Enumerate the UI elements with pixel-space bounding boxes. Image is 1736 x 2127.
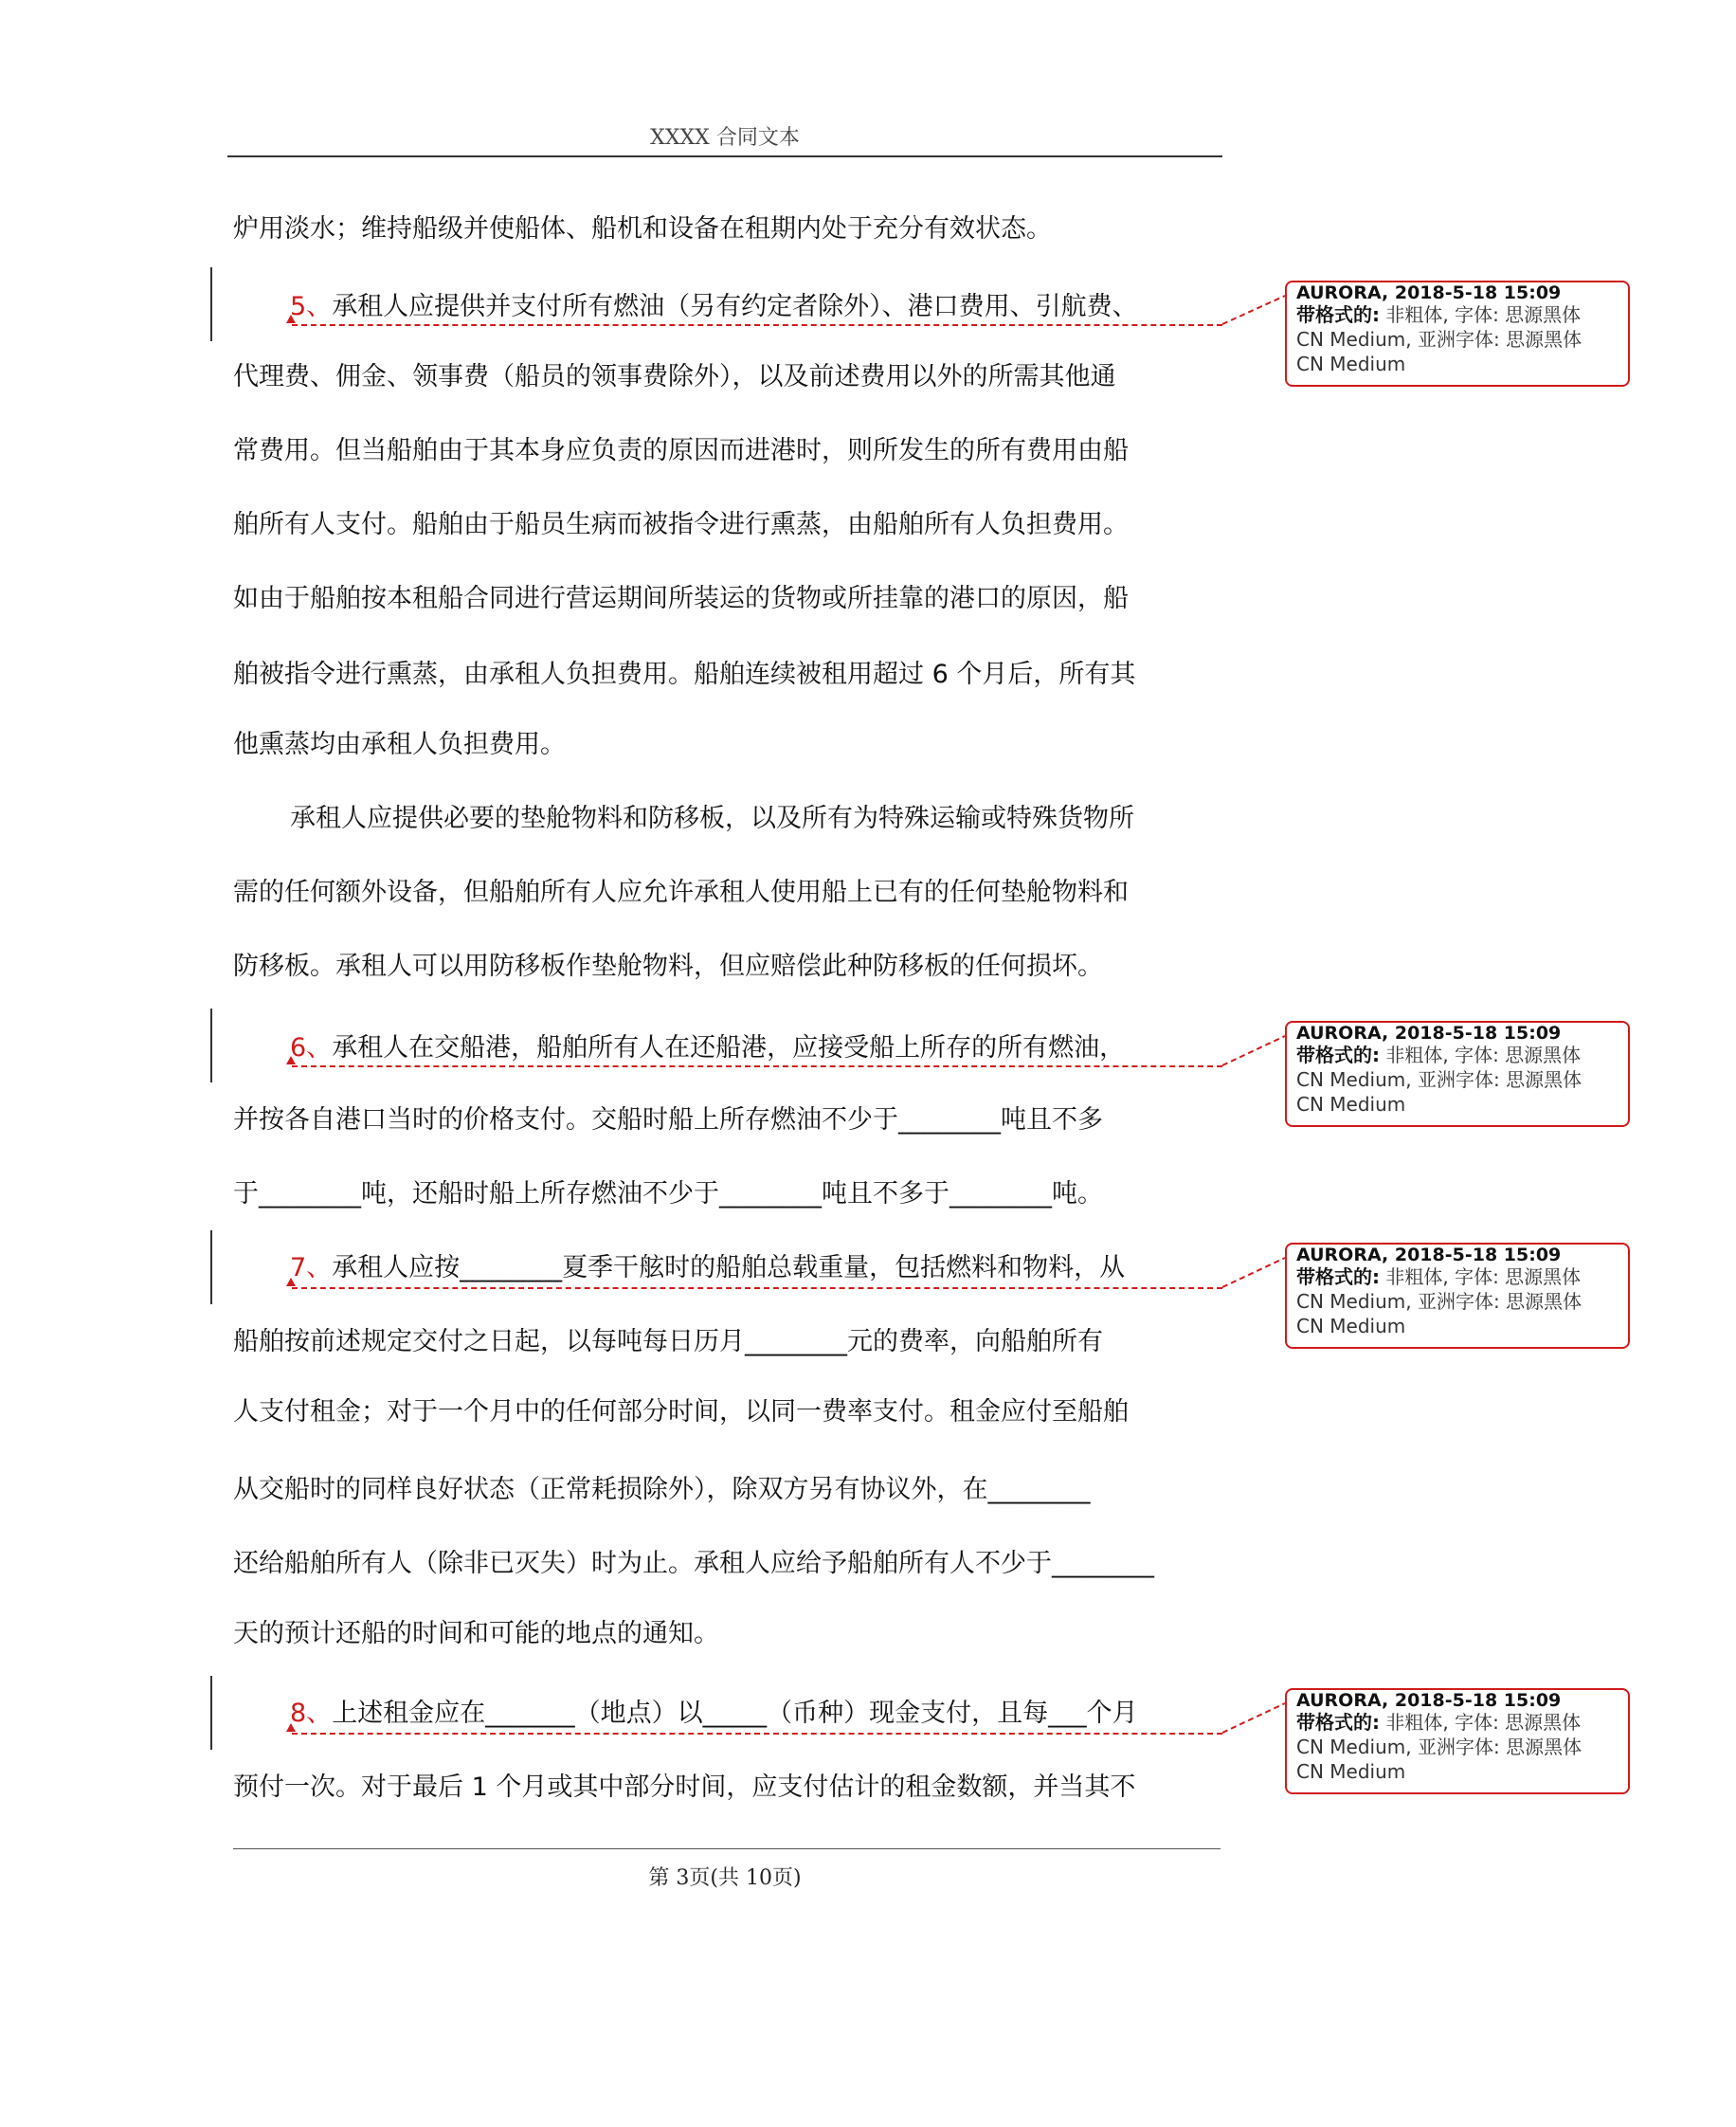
page-number: 第 3页(共 10页) — [648, 1866, 802, 1890]
body-line: 他熏蒸均由承租人负担费用。 — [233, 730, 566, 759]
body-line — [290, 288, 1138, 326]
insertion-caret-icon — [286, 1278, 296, 1286]
comment-connector — [1222, 1036, 1285, 1065]
clause-text: 上述租金应在_______（地点）以_____（币种）现金支付，且每___个月 — [332, 1699, 1138, 1728]
comment-text: CN Medium — [1296, 353, 1406, 375]
clause-number: 6、 — [290, 1033, 333, 1063]
comment-label: 带格式的: — [1296, 303, 1380, 326]
body-line: 舶所有人支付。船舶由于船员生病而被指令进行熏蒸，由船舶所有人负担费用。 — [233, 510, 1129, 539]
body-line: 防移板。承租人可以用防移板作垫舱物料，但应赔偿此种防移板的任何损坏。 — [233, 952, 1103, 981]
change-bar — [210, 267, 212, 341]
insertion-caret-icon — [286, 315, 296, 323]
comment-text: CN Medium, 亚洲字体: 思源黑体 — [1296, 1290, 1582, 1313]
comment-text: CN Medium — [1296, 1315, 1406, 1337]
comment-balloon[interactable] — [1285, 1243, 1630, 1349]
body-line — [290, 1029, 1125, 1067]
comment-label: 带格式的: — [1296, 1265, 1380, 1288]
comment-author: AURORA, 2018-5-18 15:09 — [1296, 1690, 1562, 1711]
body-line: 舶被指令进行熏蒸，由承租人负担费用。船舶连续被租用超过 6 个月后，所有其 — [233, 660, 1136, 689]
clause-text: 承租人在交船港，船舶所有人在还船港，应接受船上所存的所有燃油， — [332, 1033, 1126, 1063]
body-line: 代理费、佣金、领事费（船员的领事费除外），以及前述费用以外的所需其他通 — [233, 362, 1116, 391]
insertion-caret-icon — [286, 1056, 296, 1064]
comment-text: CN Medium, 亚洲字体: 思源黑体 — [1296, 1736, 1582, 1758]
comment-text: CN Medium, 亚洲字体: 思源黑体 — [1296, 1068, 1582, 1091]
body-line: 如由于船舶按本租船合同进行营运期间所装运的货物或所挂靠的港口的原因，船 — [233, 584, 1129, 613]
comment-label: 带格式的: — [1296, 1044, 1380, 1066]
comment-text: CN Medium, 亚洲字体: 思源黑体 — [1296, 328, 1582, 351]
revision-underline — [292, 324, 1222, 326]
body-line: 人支付租金；对于一个月中的任何部分时间，以同一费率支付。租金应付至船舶 — [233, 1397, 1129, 1427]
body-line — [290, 1249, 1125, 1287]
body-line: 常费用。但当船舶由于其本身应负责的原因而进港时，则所发生的所有费用由船 — [233, 436, 1129, 465]
comment-text: CN Medium — [1296, 1093, 1406, 1116]
comment-connector — [1222, 1703, 1285, 1733]
comment-text: 非粗体, 字体: 思源黑体 — [1380, 1265, 1582, 1288]
body-line: 炉用淡水；维持船级并使船体、船机和设备在租期内处于充分有效状态。 — [233, 214, 1052, 244]
comment-connector — [1222, 296, 1285, 324]
comment-author: AURORA, 2018-5-18 15:09 — [1296, 282, 1562, 303]
comment-label: 带格式的: — [1296, 1711, 1380, 1734]
revision-underline — [292, 1733, 1222, 1735]
body-line: 需的任何额外设备，但船舶所有人应允许承租人使用船上已有的任何垫舱物料和 — [233, 878, 1129, 907]
clause-number: 5、 — [290, 292, 333, 321]
clause-text: 承租人应按________夏季干舷时的船舶总载重量，包括燃料和物料，从 — [332, 1253, 1126, 1282]
clause-text: 承租人应提供并支付所有燃油（另有约定者除外）、港口费用、引航费、 — [332, 292, 1138, 321]
insertion-caret-icon — [286, 1723, 296, 1732]
footer-rule — [233, 1848, 1221, 1849]
body-line: 从交船时的同样良好状态（正常耗损除外），除双方另有协议外，在________ — [233, 1475, 1091, 1504]
body-line — [290, 1695, 1138, 1733]
change-bar — [210, 1676, 212, 1750]
body-line: 预付一次。对于最后 1 个月或其中部分时间，应支付估计的租金数额，并当其不 — [233, 1772, 1136, 1802]
page-header-title: XXXX 合同文本 — [650, 126, 800, 150]
comment-connector — [1222, 1258, 1285, 1287]
body-line: 于________吨，还船时船上所存燃油不少于________吨且不多于________吨。 — [233, 1179, 1103, 1209]
comment-text: 非粗体, 字体: 思源黑体 — [1380, 1711, 1582, 1734]
comment-author: AURORA, 2018-5-18 15:09 — [1296, 1023, 1562, 1044]
comment-author: AURORA, 2018-5-18 15:09 — [1296, 1245, 1562, 1265]
clause-number: 7、 — [290, 1253, 333, 1282]
header-rule — [227, 155, 1222, 157]
clause-number: 8、 — [290, 1699, 333, 1728]
revision-underline — [292, 1065, 1222, 1067]
revision-underline — [292, 1287, 1222, 1289]
comment-text: CN Medium — [1296, 1760, 1406, 1783]
body-line: 天的预计还船的时间和可能的地点的通知。 — [233, 1619, 719, 1648]
comment-text: 非粗体, 字体: 思源黑体 — [1380, 303, 1582, 326]
body-line: 船舶按前述规定交付之日起，以每吨每日历月________元的费率，向船舶所有 — [233, 1327, 1103, 1356]
body-line: 承租人应提供必要的垫舱物料和防移板，以及所有为特殊运输或特殊货物所 — [290, 804, 1134, 833]
body-line: 并按各自港口当时的价格支付。交船时船上所存燃油不少于________吨且不多 — [233, 1105, 1103, 1135]
comment-text: 非粗体, 字体: 思源黑体 — [1380, 1044, 1582, 1066]
comment-balloon[interactable] — [1285, 1021, 1630, 1127]
change-bar — [210, 1009, 212, 1082]
body-line: 还给船舶所有人（除非已灭失）时为止。承租人应给予船舶所有人不少于________ — [233, 1549, 1154, 1578]
comment-balloon[interactable] — [1285, 1688, 1630, 1794]
change-bar — [210, 1230, 212, 1304]
comment-balloon[interactable] — [1285, 281, 1630, 387]
